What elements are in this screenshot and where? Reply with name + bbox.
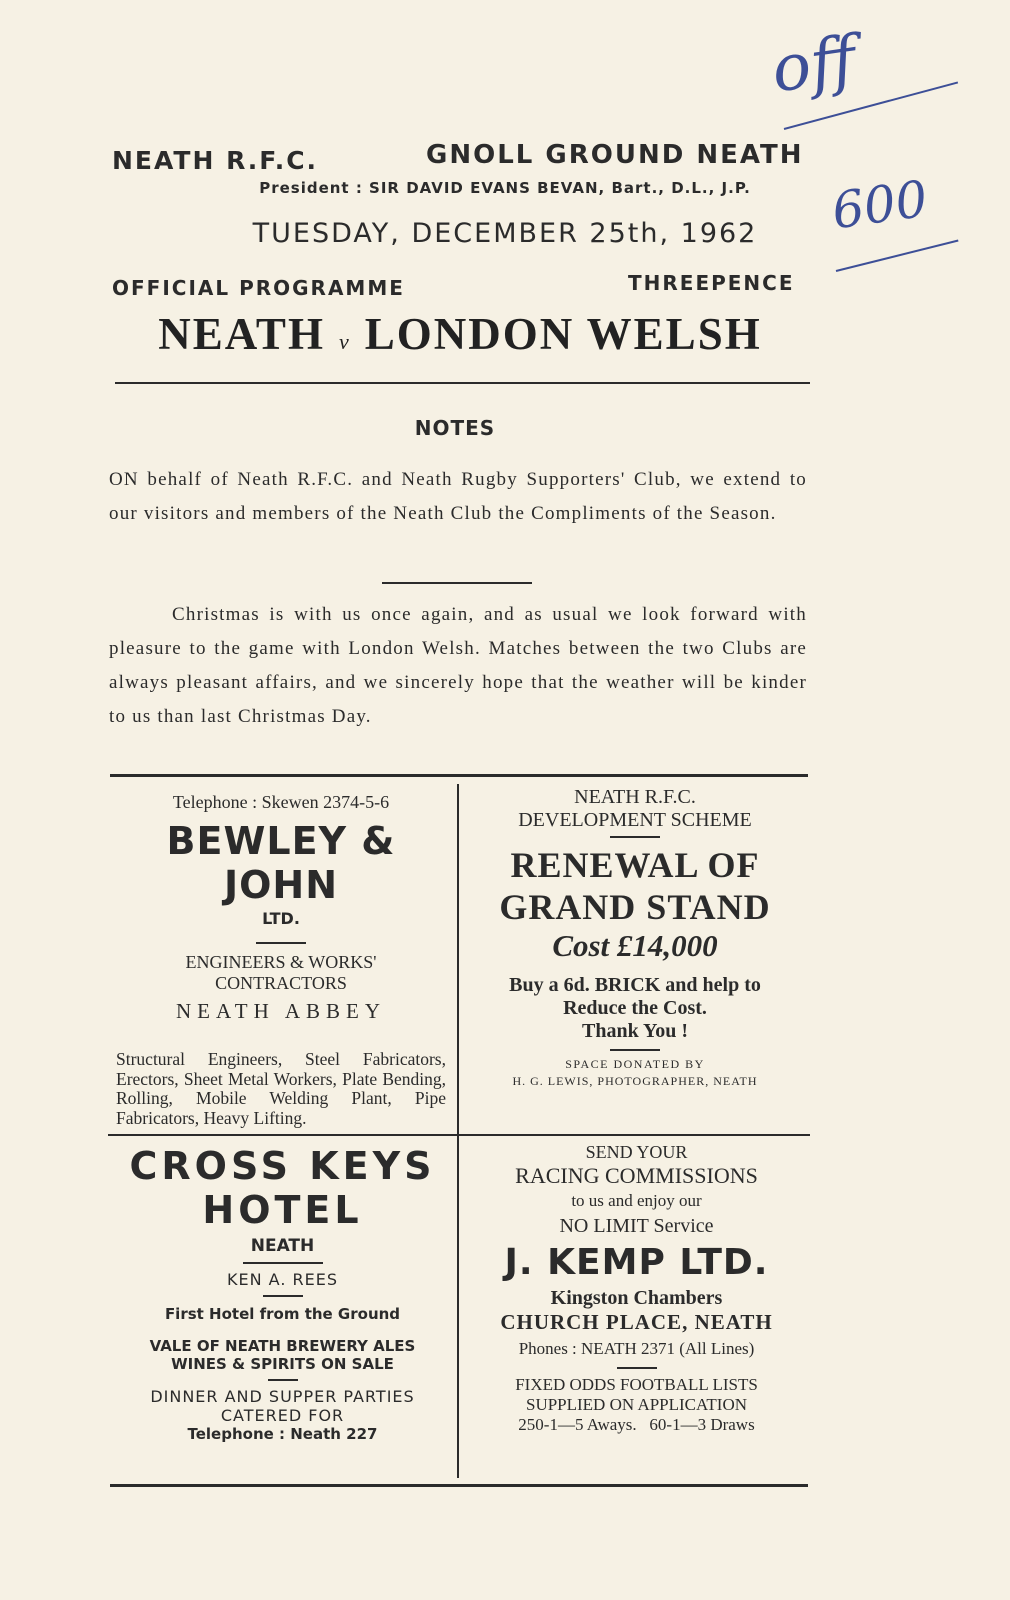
programme-label: OFFICIAL PROGRAMME <box>112 276 405 300</box>
advert-appeal: Buy a 6d. BRICK and help to <box>509 974 761 996</box>
advert-divider <box>617 1367 657 1369</box>
advert-headline: RENEWAL OF <box>510 845 760 885</box>
advert-headline: GRAND STAND <box>499 887 771 927</box>
advert-hotel-name: HOTEL <box>202 1188 363 1232</box>
notes-paragraph-1: ON behalf of Neath R.F.C. and Neath Rugby Supporters' Club, we extend to our visitors and members of the Neath Club the Compliments of the Season. <box>109 469 807 524</box>
advert-donated-label: SPACE DONATED BY <box>565 1057 705 1071</box>
advert-proprietor: KEN A. REES <box>227 1270 338 1289</box>
advert-divider <box>243 1262 323 1264</box>
handwritten-note-600: 600 <box>828 169 932 241</box>
match-date: TUESDAY, DECEMBER 25th, 1962 <box>252 218 758 249</box>
adverts-bottom-rule <box>110 1484 808 1487</box>
advert-divider <box>610 1049 660 1051</box>
notes-divider <box>382 582 532 584</box>
advert-appeal: Thank You ! <box>582 1020 688 1042</box>
advert-phones: Phones : NEATH 2371 (All Lines) <box>518 1339 755 1358</box>
adverts-top-rule <box>110 774 808 777</box>
notes-paragraph-2: Christmas is with us once again, and as usual we look forward with pleasure to the game with London Welsh. Matches between the two Clubs are always pleasant affairs, and we sincerely hope that the weather will be kinder to us than last Christmas Day. <box>109 604 807 727</box>
advert-j-kemp <box>464 1142 809 1435</box>
advert-divider <box>256 942 306 944</box>
advert-company-name: J. KEMP LTD. <box>504 1242 769 1283</box>
advert-appeal: Reduce the Cost. <box>563 997 707 1019</box>
advert-cross-keys-hotel <box>110 1144 455 1443</box>
advert-telephone: Telephone : Skewen 2374-5-6 <box>172 792 390 812</box>
advert-bewley-john <box>110 792 452 1128</box>
advert-address: CHURCH PLACE, NEATH <box>500 1310 773 1334</box>
advert-line: SUPPLIED ON APPLICATION <box>525 1395 748 1414</box>
advert-line: NEATH R.F.C. <box>574 786 696 808</box>
advert-divider <box>268 1379 298 1381</box>
ground-name: GNOLL GROUND NEATH <box>426 140 804 170</box>
advert-line: CONTRACTORS <box>215 973 347 993</box>
advert-town: NEATH <box>250 1236 315 1256</box>
advert-services: Structural Engineers, Steel Fabricators, Erectors, Sheet Metal Workers, Plate Bending, Rolling, Mobile Welding Plant, Pipe Fabricators, Heavy Lifting. <box>116 1049 446 1128</box>
advert-line: FIXED ODDS FOOTBALL LISTS <box>515 1375 758 1394</box>
president-line: President : SIR DAVID EVANS BEVAN, Bart., D.L., J.P. <box>259 179 751 197</box>
header-divider <box>115 382 810 384</box>
advert-hotel-name: CROSS KEYS <box>129 1144 436 1188</box>
advert-line: NO LIMIT Service <box>559 1215 714 1237</box>
club-name: NEATH R.F.C. <box>112 146 319 175</box>
advert-line: RACING COMMISSIONS <box>515 1163 758 1188</box>
advert-line: DINNER AND SUPPER PARTIES <box>150 1387 415 1406</box>
advert-address: Kingston Chambers <box>550 1287 723 1309</box>
advert-telephone: Telephone : Neath 227 <box>187 1425 378 1443</box>
match-title <box>0 308 920 360</box>
advert-donor: H. G. LEWIS, PHOTOGRAPHER, NEATH <box>512 1074 758 1088</box>
advert-location: NEATH ABBEY <box>175 999 387 1023</box>
programme-price: THREEPENCE <box>628 271 795 295</box>
advert-line: DEVELOPMENT SCHEME <box>518 809 752 831</box>
home-team: NEATH <box>158 309 325 359</box>
away-team: LONDON WELSH <box>364 309 762 359</box>
advert-line: VALE OF NEATH BREWERY ALES <box>149 1337 416 1355</box>
notes-heading: NOTES <box>414 416 496 440</box>
advert-divider <box>610 836 660 838</box>
adverts-middle-rule <box>108 1134 810 1136</box>
handwritten-note-off: off <box>767 22 861 108</box>
advert-company-suffix: LTD. <box>262 909 300 928</box>
advert-divider <box>263 1295 303 1297</box>
advert-line: ENGINEERS & WORKS' <box>185 952 377 972</box>
advert-cost: Cost £14,000 <box>552 928 718 963</box>
versus-label: v <box>338 329 351 354</box>
advert-line: to us and enjoy our <box>571 1191 702 1210</box>
advert-line: WINES & SPIRITS ON SALE <box>171 1355 394 1373</box>
advert-tagline: First Hotel from the Ground <box>164 1305 401 1323</box>
advert-company-name: BEWLEY & JOHN <box>166 819 396 907</box>
advert-development-scheme <box>459 786 811 1089</box>
advert-line: SEND YOUR <box>585 1142 688 1162</box>
advert-odds: 250-1—5 Aways. 60-1—3 Draws <box>518 1415 755 1434</box>
advert-line: CATERED FOR <box>220 1406 345 1425</box>
